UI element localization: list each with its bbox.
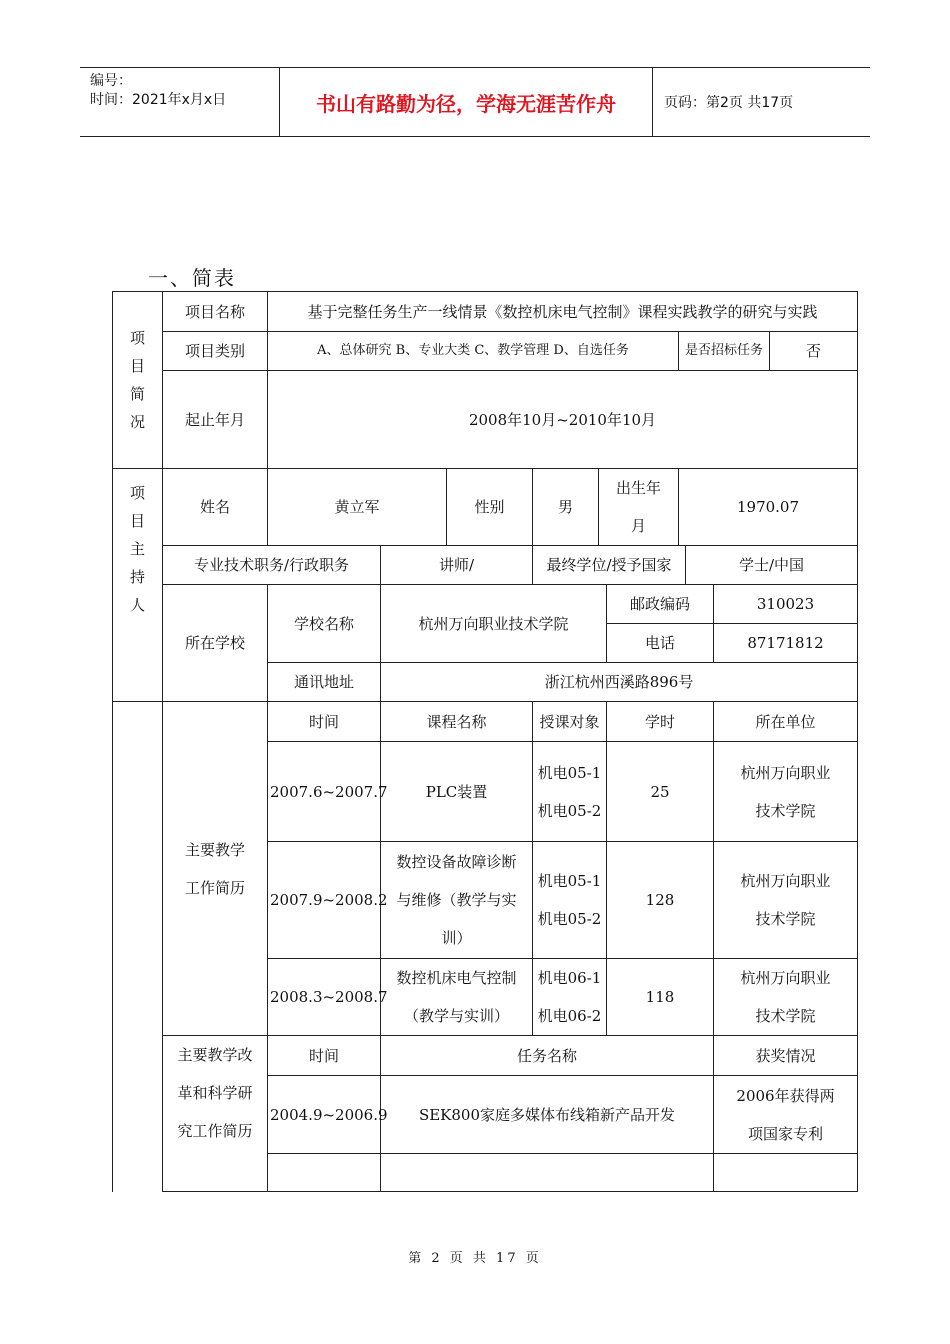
host-name-label: 姓名 — [163, 469, 268, 546]
teaching-unit: 杭州万向职业 技术学院 — [714, 959, 858, 1036]
page-footer: 第 2 页 共 17 页 — [408, 1251, 542, 1266]
postcode-label: 邮政编码 — [607, 585, 714, 624]
period-value: 2008年10月~2010年10月 — [268, 371, 858, 469]
teaching-time: 2007.9~2008.2 — [268, 842, 381, 959]
teaching-header-unit: 所在单位 — [714, 702, 858, 742]
teaching-hours: 128 — [607, 842, 714, 959]
research-time-empty — [268, 1154, 381, 1192]
project-name-label: 项目名称 — [163, 292, 268, 332]
project-name-value: 基于完整任务生产一线情景《数控机床电气控制》课程实践教学的研究与实践 — [268, 292, 858, 332]
project-category-value: A、总体研究 B、专业大类 C、教学管理 D、自选任务 — [268, 332, 679, 371]
teaching-header-course: 课程名称 — [381, 702, 533, 742]
postcode-value: 310023 — [714, 585, 858, 624]
teaching-course: 数控设备故障诊断 与维修（教学与实 训） — [381, 842, 533, 959]
time-label: 时间：2021年x月x日 — [90, 92, 227, 108]
school-name-label: 学校名称 — [268, 585, 381, 663]
research-time: 2004.9~2006.9 — [268, 1076, 381, 1154]
section-title: 一、简表 — [148, 266, 236, 290]
degree-value: 学士/中国 — [686, 546, 858, 585]
research-task-empty — [381, 1154, 714, 1192]
project-group-label: 项 目 简 况 — [113, 292, 163, 469]
teaching-header-target: 授课对象 — [533, 702, 607, 742]
document-header — [80, 67, 870, 137]
header-page-info: 页码：第2页 共17页 — [664, 95, 794, 111]
summary-table — [112, 291, 858, 1192]
gender-value: 男 — [533, 469, 599, 546]
teaching-course: PLC装置 — [381, 742, 533, 842]
address-label: 通讯地址 — [268, 663, 381, 702]
address-value: 浙江杭州西溪路896号 — [381, 663, 858, 702]
period-label: 起止年月 — [163, 371, 268, 469]
school-group-label: 所在学校 — [163, 585, 268, 702]
host-group-label: 项 目 主 持 人 — [113, 469, 163, 702]
bidding-value: 否 — [770, 332, 858, 371]
teaching-target: 机电05-1 机电05-2 — [533, 742, 607, 842]
teaching-unit: 杭州万向职业 技术学院 — [714, 742, 858, 842]
teaching-hours: 25 — [607, 742, 714, 842]
teaching-time: 2008.3~2008.7 — [268, 959, 381, 1036]
teaching-header-time: 时间 — [268, 702, 381, 742]
gender-label: 性别 — [447, 469, 533, 546]
school-name-value: 杭州万向职业技术学院 — [381, 585, 607, 663]
degree-label: 最终学位/授予国家 — [533, 546, 686, 585]
left-blank-column — [113, 702, 163, 1192]
project-category-label: 项目类别 — [163, 332, 268, 371]
research-header-time: 时间 — [268, 1036, 381, 1076]
teaching-target: 机电05-1 机电05-2 — [533, 842, 607, 959]
phone-label: 电话 — [607, 624, 714, 663]
research-task: SEK800家庭多媒体布线箱新产品开发 — [381, 1076, 714, 1154]
teaching-header-hours: 学时 — [607, 702, 714, 742]
host-name-value: 黄立军 — [268, 469, 447, 546]
phone-value: 87171812 — [714, 624, 858, 663]
teaching-course: 数控机床电气控制 （教学与实训） — [381, 959, 533, 1036]
teaching-unit: 杭州万向职业 技术学院 — [714, 842, 858, 959]
research-group-label: 主要教学改 革和科学研 究工作简历 — [163, 1036, 268, 1192]
research-header-award: 获奖情况 — [714, 1036, 858, 1076]
teaching-hours: 118 — [607, 959, 714, 1036]
header-meta — [80, 68, 280, 136]
research-award: 2006年获得两 项国家专利 — [714, 1076, 858, 1154]
title-label: 专业技术职务/行政职务 — [163, 546, 381, 585]
title-value: 讲师/ — [381, 546, 533, 585]
bidding-label: 是否招标任务 — [679, 332, 770, 371]
teaching-group-label: 主要教学 工作简历 — [163, 702, 268, 1036]
teaching-target: 机电06-1 机电06-2 — [533, 959, 607, 1036]
header-motto: 书山有路勤为径，学海无涯苦作舟 — [280, 68, 653, 136]
teaching-time: 2007.6~2007.7 — [268, 742, 381, 842]
birth-value: 1970.07 — [679, 469, 858, 546]
code-label: 编号： — [90, 73, 132, 89]
research-header-task: 任务名称 — [381, 1036, 714, 1076]
research-award-empty — [714, 1154, 858, 1192]
birth-label: 出生年 月 — [599, 469, 679, 546]
